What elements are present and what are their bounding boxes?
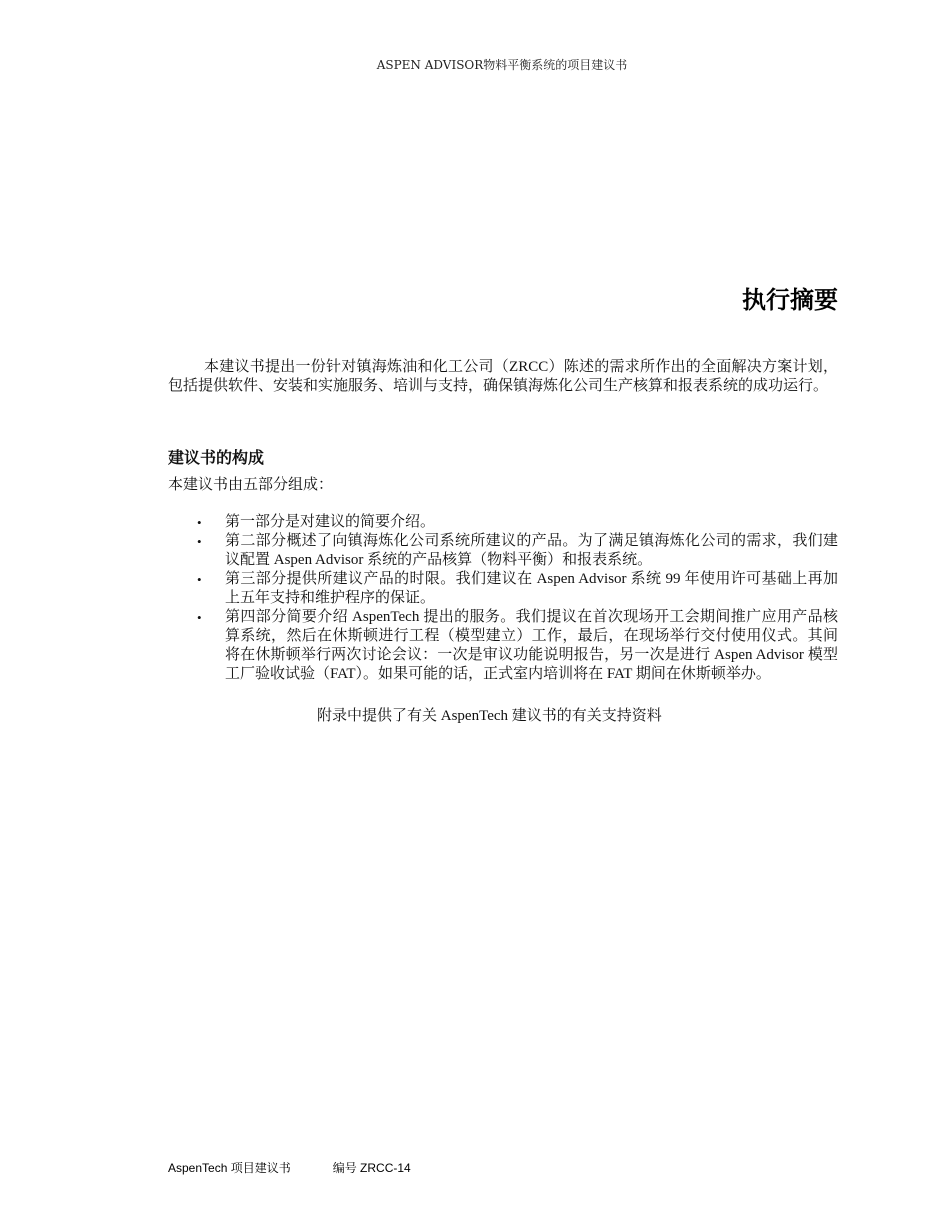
bullet-icon: • (197, 572, 202, 587)
intro-paragraph: 本建议书提出一份针对镇海炼油和化工公司（ZRCC）陈述的需求所作出的全面解决方案计划，包括提供软件、安装和实施服务、培训与支持，确保镇海炼化公司生产核算和报表系统的成功运行。 (168, 359, 838, 394)
bullet-icon: • (197, 610, 202, 625)
footer-label: AspenTech 项目建议书 (168, 1161, 291, 1175)
list-item-text: 第一部分是对建议的简要介绍。 (225, 514, 436, 530)
structure-heading: 建议书的构成 (168, 448, 265, 467)
section-title: 执行摘要 (742, 286, 838, 314)
list-item-text: 第三部分提供所建议产品的时限。我们建议在 Aspen Advisor 系统 99 年使用许可基础上再加上五年支持和维护程序的保证。 (225, 571, 838, 606)
list-item (168, 570, 838, 608)
bullet-icon: • (197, 534, 202, 549)
list-item (168, 513, 838, 532)
list-item (168, 532, 838, 570)
parts-list (168, 513, 838, 684)
list-item-text: 第四部分简要介绍 AspenTech 提出的服务。我们提议在首次现场开工会期间推广应用产品核算系统，然后在休斯顿进行工程（模型建立）工作，最后，在现场举行交付使用仪式。其间将在休斯顿举行两次讨论会议：一次是审议功能说明报告，另一次是进行 Aspen Advisor 模型工厂验收试验（FAT）。如果可能的话，正式室内培训将在 FAT 期间在休斯顿举办。 (225, 609, 838, 682)
page-footer (168, 1159, 411, 1176)
bullet-icon: • (197, 515, 202, 530)
list-item (168, 608, 838, 684)
list-item-text: 第二部分概述了向镇海炼化公司系统所建议的产品。为了满足镇海炼化公司的需求，我们建议配置 Aspen Advisor 系统的产品核算（物料平衡）和报表系统。 (225, 533, 838, 568)
page-header: ASPEN ADVISOR物料平衡系统的项目建议书 (376, 58, 628, 72)
structure-lead: 本建议书由五部分组成： (168, 477, 334, 493)
appendix-note: 附录中提供了有关 AspenTech 建议书的有关支持资料 (317, 708, 662, 724)
document-code: 编号 ZRCC-14 (332, 1161, 411, 1175)
